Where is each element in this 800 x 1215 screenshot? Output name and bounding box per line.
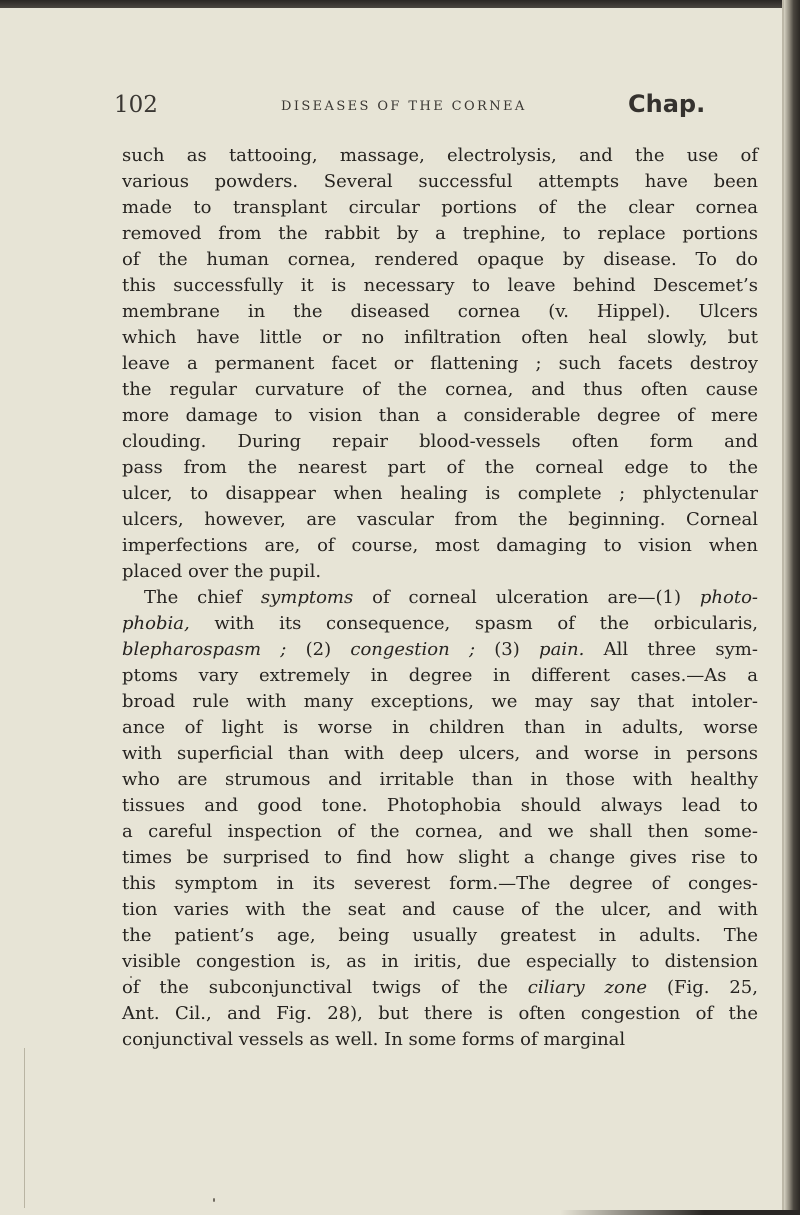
text-line [122, 247, 758, 273]
text-run: ptoms vary extremely in degree in different cases.—As a [122, 665, 758, 686]
text-line [122, 403, 758, 429]
italic-term: ciliary zone [527, 977, 648, 998]
italic-term: blepharospasm ; [122, 639, 287, 660]
text-run: with superficial than with deep ulcers, and worse in persons [122, 743, 758, 764]
text-run: this successfully it is necessary to leave behind Descemet’s [122, 275, 758, 296]
text-run: (2) [286, 639, 351, 660]
text-line [122, 325, 758, 351]
text-run: various powders. Several successful attempts have been [122, 171, 758, 192]
text-line [122, 351, 758, 377]
text-line [122, 559, 758, 585]
paper-speck [213, 1198, 215, 1202]
text-run: of corneal ulceration are—(1) [353, 587, 700, 608]
text-run: removed from the rabbit by a trephine, to replace portions [122, 223, 758, 244]
text-line [122, 143, 758, 169]
text-run: times be surprised to find how slight a change gives rise to [122, 847, 758, 868]
text-run: tissues and good tone. Photophobia should always lead to [122, 795, 758, 816]
text-run: pass from the nearest part of the corneal edge to the [122, 457, 758, 478]
text-line [122, 923, 758, 949]
text-line [122, 663, 758, 689]
text-run: tion varies with the seat and cause of the ulcer, and with [122, 899, 758, 920]
text-run: a careful inspection of the cornea, and we shall then some- [122, 821, 758, 842]
italic-term: photo- [699, 587, 758, 608]
italic-term: pain. [539, 639, 585, 660]
text-run: The chief [144, 587, 261, 608]
text-line [122, 195, 758, 221]
text-line [122, 767, 758, 793]
text-run: the regular curvature of the cornea, and thus often cause [122, 379, 758, 400]
text-line [122, 793, 758, 819]
chapter-label: Chap. [628, 90, 706, 118]
bottom-page-edge [560, 1210, 800, 1215]
italic-term: congestion ; [350, 639, 476, 660]
text-run: Ant. Cil., and Fig. 28), but there is often congestion of the [122, 1003, 758, 1024]
text-line [122, 1027, 758, 1053]
text-line [122, 429, 758, 455]
text-line [122, 845, 758, 871]
margin-crease [24, 1048, 25, 1208]
text-run: (3) [475, 639, 540, 660]
text-run: conjunctival vessels as well. In some forms of marginal [122, 1029, 626, 1050]
text-run: made to transplant circular portions of the clear cornea [122, 197, 758, 218]
text-line [122, 741, 758, 767]
text-line [122, 299, 758, 325]
text-run: clouding. During repair blood-vessels often form and [122, 431, 758, 452]
text-run: this symptom in its severest form.—The degree of conges- [122, 873, 758, 894]
page-number: 102 [114, 92, 158, 118]
text-run: ulcers, however, are vascular from the beginning. Corneal [122, 509, 758, 530]
text-run: more damage to vision than a considerable degree of mere [122, 405, 758, 426]
text-run: imperfections are, of course, most damaging to vision when [122, 535, 758, 556]
text-line [122, 689, 758, 715]
text-line [122, 975, 758, 1001]
text-run: All three sym- [584, 639, 758, 660]
text-run: such as tattooing, massage, electrolysis, and the use of [122, 145, 758, 166]
text-run: which have little or no infiltration often heal slowly, but [122, 327, 758, 348]
text-run: ance of light is worse in children than in adults, worse [122, 717, 758, 738]
text-line [122, 273, 758, 299]
text-run: who are strumous and irritable than in those with healthy [122, 769, 758, 790]
text-line [122, 871, 758, 897]
text-line [122, 221, 758, 247]
page-header [114, 92, 758, 126]
right-page-edge [784, 0, 800, 1215]
text-line [122, 507, 758, 533]
text-line [122, 715, 758, 741]
body-text [122, 143, 758, 1053]
text-line [122, 897, 758, 923]
text-line [122, 949, 758, 975]
text-run: membrane in the diseased cornea (v. Hippel). Ulcers [122, 301, 758, 322]
running-head: DISEASES OF THE CORNEA [281, 99, 527, 114]
text-run: broad rule with many exceptions, we may say that intoler- [122, 691, 758, 712]
italic-term: symptoms [260, 587, 354, 608]
text-line [122, 637, 758, 663]
text-line [122, 819, 758, 845]
italic-term: phobia, [122, 613, 190, 634]
text-run: with its consequence, spasm of the orbicularis, [189, 613, 758, 634]
text-run: placed over the pupil. [122, 561, 322, 582]
text-run: (Fig. 25, [647, 977, 758, 998]
text-line [122, 533, 758, 559]
text-run: leave a permanent facet or flattening ; such facets destroy [122, 353, 758, 374]
text-run: ulcer, to disappear when healing is complete ; phlyctenular [122, 483, 758, 504]
text-line [122, 611, 758, 637]
text-run: of the subconjunctival twigs of the [122, 977, 528, 998]
text-line [122, 169, 758, 195]
text-run: visible congestion is, as in iritis, due especially to distension [122, 951, 758, 972]
text-line [122, 1001, 758, 1027]
text-line [122, 377, 758, 403]
text-line [122, 585, 758, 611]
top-page-edge [0, 0, 800, 8]
text-run: the patient’s age, being usually greatest in adults. The [122, 925, 758, 946]
text-line [122, 481, 758, 507]
text-run: of the human cornea, rendered opaque by disease. To do [122, 249, 758, 270]
text-line [122, 455, 758, 481]
